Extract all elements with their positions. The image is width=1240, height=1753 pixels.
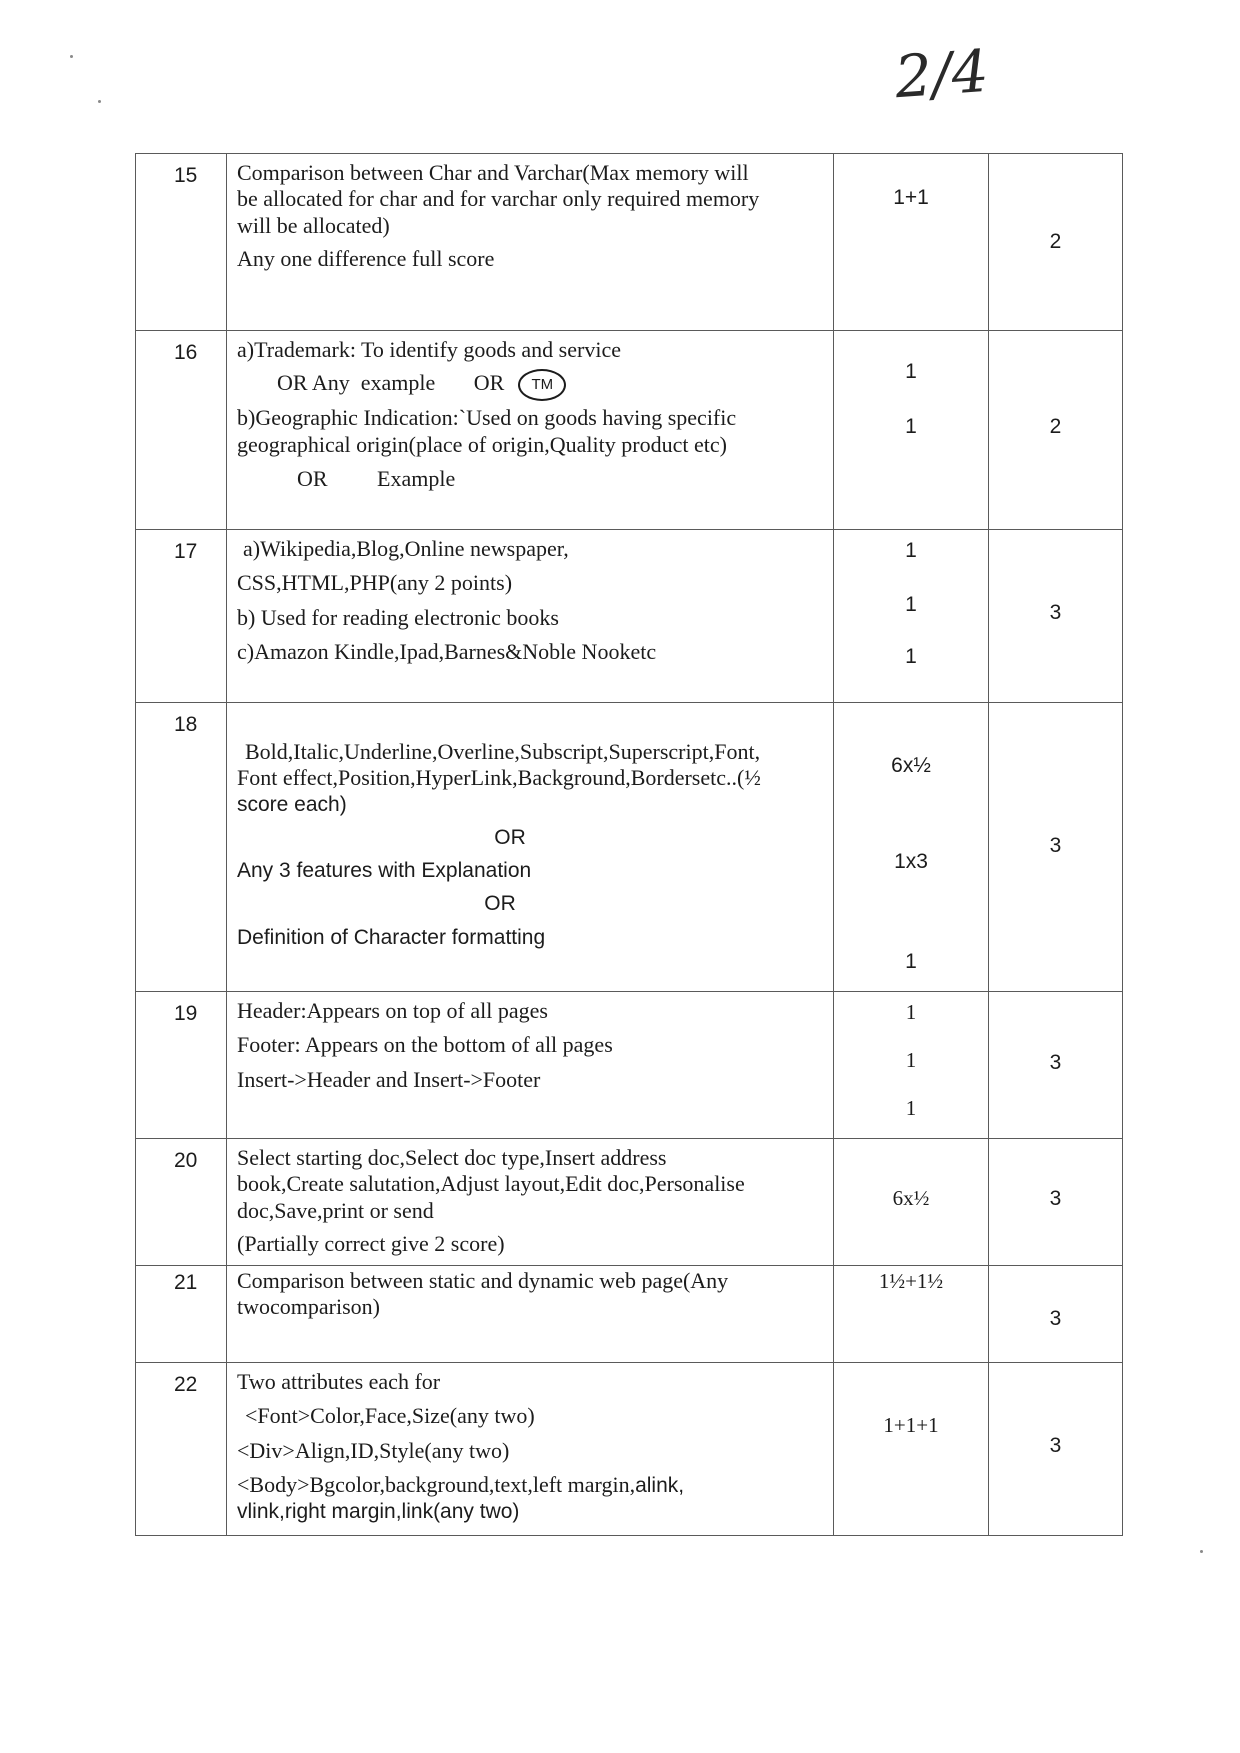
total-score: 3 [1049, 1434, 1062, 1457]
table-row [136, 1363, 1123, 1536]
answer-line: CSS,HTML,PHP(any 2 points) [237, 570, 513, 596]
answer-line: OR Example [297, 466, 456, 492]
split-mark: 6x½ [892, 1186, 930, 1210]
answer-line: book,Create salutation,Adjust layout,Edit doc,Personalise [237, 1171, 745, 1197]
scan-speck [1200, 1550, 1203, 1553]
answer-line: Comparison between Char and Varchar(Max memory will [237, 160, 749, 185]
answer-line: OR [484, 892, 516, 916]
answer-line: Any 3 features with Explanation [237, 859, 532, 883]
answer-line: doc,Save,print or send [237, 1197, 434, 1223]
answer-line [237, 369, 823, 401]
question-number: 19 [174, 1002, 198, 1025]
answer-line: geographical origin(place of origin,Quality product etc) [237, 431, 727, 457]
split-mark: 1+1+1 [883, 1413, 939, 1437]
table-row [136, 154, 1123, 331]
answer-line-text: <Body>Bgcolor,background,text,left margin, [237, 1472, 636, 1498]
scan-speck [98, 100, 101, 103]
answer-line: <Font>Color,Face,Size(any two) [245, 1403, 535, 1429]
total-score: 3 [1049, 601, 1062, 624]
table-row [136, 1266, 1123, 1363]
total-score: 3 [1049, 1307, 1062, 1330]
answer-line: be allocated for char and for varchar only required memory [237, 186, 760, 212]
answer-text [227, 1139, 833, 1258]
question-number: 15 [174, 164, 198, 187]
split-mark: 1 [905, 360, 917, 383]
table-row [136, 331, 1123, 530]
answer-line: (Partially correct give 2 score) [237, 1231, 505, 1257]
total-score: 2 [1049, 415, 1062, 438]
answer-line: Header:Appears on top of all pages [237, 998, 548, 1023]
split-mark: 1 [905, 415, 917, 438]
split-mark: 1+1 [893, 186, 929, 209]
total-score: 3 [1049, 1187, 1062, 1210]
answer-text [227, 331, 833, 493]
question-number: 18 [174, 713, 198, 736]
answer-key-table [135, 153, 1123, 1536]
split-mark: 1 [905, 539, 917, 562]
answer-text [227, 703, 833, 950]
question-number: 16 [174, 341, 198, 364]
question-number: 17 [174, 540, 198, 563]
question-number: 22 [174, 1373, 198, 1396]
split-mark: 1½+1½ [878, 1269, 944, 1293]
answer-line: Font effect,Position,HyperLink,Background,Bordersetc..(½ [237, 765, 761, 791]
answer-line: b) Used for reading electronic books [237, 604, 559, 630]
total-score: 3 [1049, 834, 1062, 857]
table-row [136, 992, 1123, 1139]
answer-text [227, 992, 833, 1093]
answer-line: a)Wikipedia,Blog,Online newspaper, [243, 536, 569, 561]
answer-text [227, 1266, 833, 1321]
answer-line-text: OR Any example OR [277, 370, 505, 396]
table-row [136, 1139, 1123, 1266]
answer-line: b)Geographic Indication:`Used on goods having specific [237, 405, 737, 431]
answer-line: Select starting doc,Select doc type,Insert address [237, 1145, 667, 1170]
answer-line: Comparison between static and dynamic web page(Any [237, 1268, 729, 1293]
split-mark: 6x½ [891, 754, 931, 777]
answer-line: twocomparison) [237, 1294, 380, 1320]
answer-text [227, 154, 833, 273]
answer-line: OR [494, 825, 526, 849]
answer-line [237, 1472, 823, 1498]
answer-line: vlink,right margin,link(any two) [237, 1499, 520, 1523]
question-number: 20 [174, 1149, 198, 1172]
table-row [136, 530, 1123, 703]
answer-line: score each) [237, 792, 347, 816]
answer-line: Definition of Character formatting [237, 925, 546, 949]
answer-line: a)Trademark: To identify goods and service [237, 337, 621, 362]
answer-line: Bold,Italic,Underline,Overline,Subscript,Superscript,Font, [245, 739, 761, 764]
split-mark: 1 [905, 645, 917, 668]
answer-line: Footer: Appears on the bottom of all pages [237, 1032, 613, 1058]
split-mark: 1 [905, 1096, 917, 1120]
answer-line: <Div>Align,ID,Style(any two) [237, 1437, 510, 1463]
answer-line-text: alink, [635, 1474, 685, 1498]
answer-line: Two attributes each for [237, 1369, 441, 1394]
trademark-symbol: TM [518, 369, 566, 401]
split-mark: 1 [905, 1000, 917, 1024]
split-mark: 1 [905, 950, 917, 973]
answer-line: Insert->Header and Insert->Footer [237, 1066, 541, 1092]
page-number: 2/4 [892, 36, 991, 112]
table-row [136, 703, 1123, 992]
answer-line: Any one difference full score [237, 246, 495, 272]
split-mark: 1 [905, 1048, 917, 1072]
scan-speck [70, 55, 73, 58]
answer-text [227, 530, 833, 666]
answer-line: c)Amazon Kindle,Ipad,Barnes&Noble Nooketc [237, 639, 657, 665]
split-mark: 1 [905, 593, 917, 616]
total-score: 2 [1049, 230, 1062, 253]
answer-line: will be allocated) [237, 212, 390, 238]
split-mark: 1x3 [894, 850, 928, 873]
total-score: 3 [1049, 1051, 1062, 1074]
question-number: 21 [174, 1271, 198, 1294]
answer-text [227, 1363, 833, 1524]
